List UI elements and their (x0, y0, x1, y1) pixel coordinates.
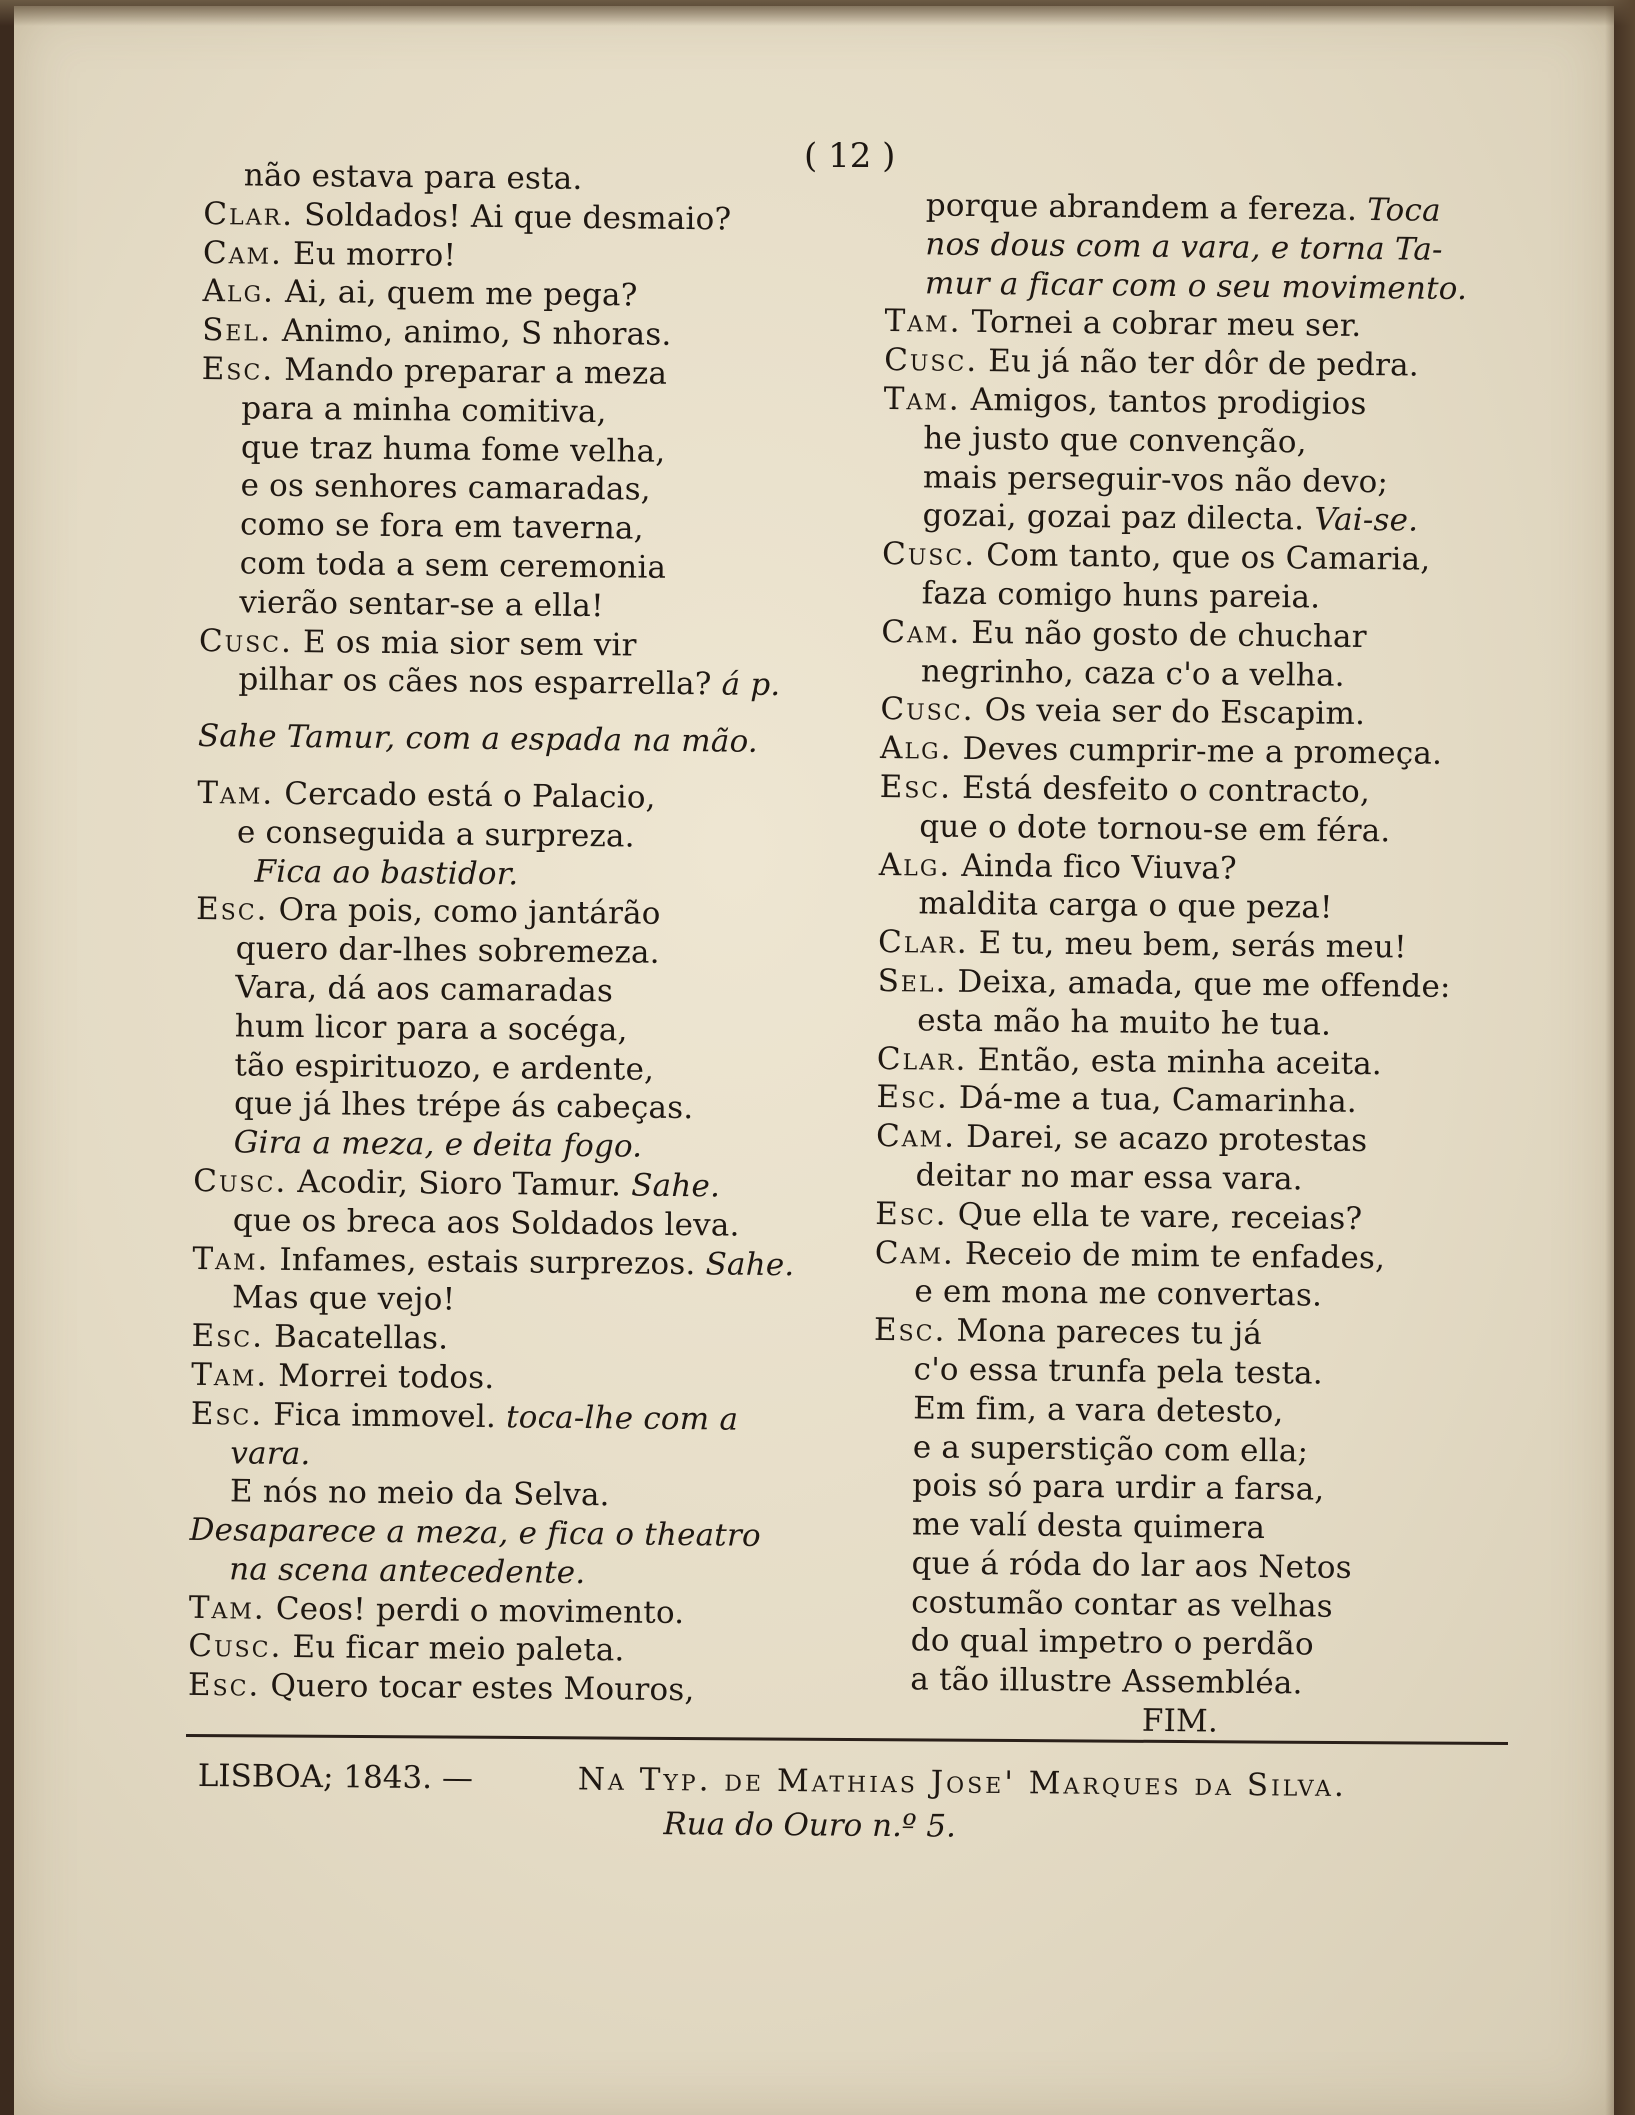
verse-line (204, 156, 854, 202)
verse-line (870, 1699, 1490, 1744)
verse-line (200, 466, 850, 512)
right-column (870, 186, 1506, 1744)
verse-text: Mando preparar a meza (284, 351, 668, 392)
verse-line (190, 1472, 840, 1518)
speaker-label: Cusc. (880, 691, 975, 729)
verse-text: Ceos! perdi o movimento. (275, 1590, 685, 1631)
verse-text: Infames, estais surprezos. (279, 1241, 696, 1282)
verse-text: como se fora em taverna, (239, 506, 644, 547)
verse-text: e a superstição com ella; (912, 1428, 1309, 1469)
speaker-label: Alg. (878, 846, 952, 884)
verse-text: Darei, se acazo protestas (965, 1119, 1368, 1160)
verse-text: do qual impetro o perdão (910, 1622, 1314, 1664)
speaker-label: Alg. (879, 730, 953, 767)
verse-line (191, 1395, 841, 1441)
verse-text: Eu não gosto de chuchar (971, 614, 1367, 655)
verse-line (884, 341, 1504, 386)
verse-text: pois só para urdir a farsa, (912, 1467, 1325, 1508)
verse-line (202, 272, 852, 318)
verse-line (193, 1162, 843, 1208)
speaker-label: Cam. (881, 613, 962, 651)
verse-line (199, 622, 849, 668)
verse-line (875, 1156, 1495, 1201)
verse-line (199, 583, 849, 629)
speaker-label: Esc. (873, 1312, 947, 1349)
verse-text: faza comigo huns pareia. (921, 575, 1321, 616)
verse-line (196, 890, 846, 936)
speaker-label: Esc. (876, 1079, 950, 1117)
verse-text: esta mão ha muito he tua. (917, 1002, 1332, 1043)
verse-line (871, 1621, 1491, 1666)
speaker-label: Clar. (877, 924, 969, 962)
verse-text: hum licor para a socéga, (234, 1008, 628, 1049)
verse-line (873, 1350, 1493, 1395)
speaker-label: Esc. (195, 891, 269, 929)
verse-line (193, 1201, 843, 1247)
verse-text: Mas que vejo! (231, 1279, 456, 1319)
verse-line (876, 1078, 1496, 1123)
verse-line (195, 929, 845, 975)
verse-text: e conseguida a surpreza. (236, 814, 635, 855)
verse-line (873, 1427, 1493, 1472)
verse-line (189, 1589, 839, 1635)
verse-text: Quero tocar estes Mouros, (270, 1668, 695, 1709)
speaker-label: Tam. (192, 1240, 270, 1278)
verse-line (874, 1311, 1494, 1356)
stage-direction: Sahe. (705, 1245, 795, 1283)
verse-text: Que ella te vare, receias? (957, 1196, 1363, 1237)
verse-text: negrinho, caza c'o a velha. (920, 652, 1346, 694)
verse-line (192, 1278, 842, 1324)
speaker-label: Cusc. (188, 1628, 283, 1666)
verse-text: Bacatellas. (273, 1318, 449, 1357)
verse-text: não estava para esta. (243, 157, 583, 197)
stage-direction: Fica ao bastidor. (254, 853, 519, 892)
verse-line (197, 774, 847, 820)
speaker-label: Alg. (202, 273, 276, 311)
stage-direction: Toca (1367, 192, 1441, 229)
verse-line (873, 1389, 1493, 1434)
verse-line (875, 1195, 1495, 1240)
verse-line (874, 1272, 1494, 1317)
speaker-label: Esc. (875, 1195, 948, 1233)
verse-text: Os veia ser do Escapim. (984, 692, 1366, 733)
verse-text: E os mia sior sem vir (302, 623, 637, 664)
verse-line (188, 1666, 838, 1712)
verse-text: Vara, dá aos camaradas (235, 969, 614, 1010)
verse-line (201, 428, 851, 474)
stage-direction: Desaparece a meza, e fica o theatro (189, 1512, 762, 1554)
verse-text: deitar no mar essa vara. (915, 1157, 1304, 1198)
verse-text: Ora pois, como jantárão (278, 892, 661, 933)
verse-line (200, 505, 850, 551)
verse-text: Ainda fico Viuva? (961, 847, 1238, 887)
verse-text: Morrei todos. (278, 1357, 495, 1397)
verse-text: a tão illustre Assembléa. (910, 1661, 1303, 1702)
verse-text: he justo que convenção, (923, 420, 1307, 461)
verse-text: gozai, gozai paz dilecta. (922, 497, 1305, 538)
stage-direction: nos dous com a vara, e torna Ta- (925, 226, 1443, 268)
verse-line (881, 613, 1501, 658)
verse-text: Mona pareces tu já (956, 1312, 1263, 1353)
verse-line (203, 234, 853, 280)
speaker-label: Cusc. (883, 342, 979, 380)
imprint (197, 1754, 1528, 1854)
verse-text: Eu morro! (292, 235, 457, 274)
verse-text: c'o essa trunfa pela testa. (913, 1351, 1324, 1392)
verse-line (200, 544, 850, 590)
verse-text: que os breca aos Soldados leva. (232, 1202, 740, 1244)
verse-line (202, 311, 852, 357)
speaker-label: Cam. (874, 1234, 956, 1272)
speaker-label: Sel. (201, 312, 273, 349)
verse-text: que traz huma fome velha, (240, 428, 666, 470)
verse-text: Deixa, amada, que me offende: (957, 963, 1451, 1005)
verse-line (878, 923, 1498, 968)
verse-line (197, 813, 847, 859)
verse-text: Então, esta minha aceita. (977, 1041, 1383, 1082)
verse-line (884, 302, 1504, 347)
speaker-label: Esc. (190, 1395, 264, 1433)
verse-text: tão espirituozo, e ardente, (234, 1046, 655, 1088)
verse-text: e em mona me convertas. (914, 1273, 1323, 1314)
verse-line (870, 1660, 1490, 1705)
stage-direction: na scena antecedente. (229, 1551, 586, 1591)
verse-text: com toda a sem ceremonia (239, 545, 667, 586)
verse-line (203, 195, 853, 241)
verse-line (877, 962, 1497, 1007)
verse-line (872, 1466, 1492, 1511)
speaker-label: Tam. (188, 1589, 266, 1627)
verse-line (194, 1084, 844, 1130)
verse-line (201, 389, 851, 435)
stage-direction: Sahe Tamur, com a espada na mão. (197, 718, 759, 760)
verse-line (876, 1117, 1496, 1162)
verse-text: que o dote tornou-se em féra. (919, 808, 1391, 850)
verse-text: Tornei a cobrar meu ser. (971, 304, 1362, 345)
verse-text: que á róda do lar aos Netos (911, 1545, 1352, 1586)
speaker-label: Cusc. (198, 622, 294, 660)
verse-line (886, 186, 1506, 231)
verse-line (882, 535, 1502, 580)
imprint-address: Rua do Ouro n.º 5. (663, 1806, 957, 1845)
stage-direction: Vai-se. (1314, 501, 1419, 539)
verse-line (189, 1550, 839, 1596)
verse-line (192, 1239, 842, 1285)
verse-line (194, 1045, 844, 1091)
stage-direction: toca-lhe com a (505, 1398, 739, 1438)
verse-line (193, 1123, 843, 1169)
verse-line (883, 458, 1503, 503)
left-column (188, 156, 854, 1712)
verse-line (881, 652, 1501, 697)
verse-line (879, 846, 1499, 891)
verse-line (879, 807, 1499, 852)
verse-line (195, 968, 845, 1014)
verse-text: Amigos, tantos prodigios (970, 381, 1367, 423)
verse-text: Com tanto, que os Camaria, (986, 537, 1431, 578)
verse-line (878, 884, 1498, 929)
verse-text: FIM. (1141, 1702, 1219, 1740)
verse-text: porque abrandem a fereza. (925, 187, 1358, 228)
verse-text: pilhar os cães nos esparrella? (238, 661, 712, 703)
imprint-place-date: LISBOA; 1843. — (197, 1757, 474, 1797)
speaker-label: Cusc. (881, 536, 977, 574)
speaker-label: Tam. (883, 380, 961, 418)
verse-text: mais perseguir-vos não devo; (922, 458, 1389, 500)
speaker-label: Tam. (191, 1356, 269, 1394)
speaker-label: Clar. (203, 195, 295, 233)
verse-line (202, 350, 852, 396)
verse-line (882, 496, 1502, 541)
verse-text: maldita carga o que peza! (918, 885, 1333, 927)
imprint-printer: Na Typ. de Mathias Jose' Marques da Silva. (577, 1761, 1348, 1805)
verse-text: costumão contar as velhas (910, 1584, 1334, 1625)
verse-text: Eu já não ter dôr de pedra. (988, 343, 1420, 384)
stage-direction: mur a ficar com o seu movimento. (924, 265, 1468, 307)
verse-text: Está desfeito o contracto, (961, 769, 1371, 811)
speaker-label: Cusc. (193, 1162, 288, 1200)
verse-text: para a minha comitiva, (241, 390, 607, 431)
stage-direction: vara. (230, 1434, 311, 1472)
verse-line (191, 1356, 841, 1402)
verse-line (198, 717, 848, 763)
verse-line (871, 1544, 1491, 1589)
verse-line (875, 1233, 1495, 1278)
book-page (14, 6, 1614, 2115)
verse-text: Dá-me a tua, Camarinha. (958, 1080, 1358, 1121)
verse-line (189, 1511, 839, 1557)
verse-text: Cercado está o Palacio, (284, 775, 656, 816)
verse-line (871, 1583, 1491, 1628)
verse-line (195, 1007, 845, 1053)
verse-text: Receio de mim te enfades, (964, 1235, 1386, 1276)
verse-text: que já lhes trépe ás cabeças. (233, 1085, 694, 1127)
verse-text: vierão sentar-se a ella! (239, 584, 604, 624)
stage-direction: Gira a meza, e deita fogo. (233, 1124, 643, 1165)
verse-line (190, 1433, 840, 1479)
verse-text: Em fim, a vara detesto, (913, 1390, 1284, 1430)
verse-text: Animo, animo, S nhoras. (281, 313, 672, 354)
stage-direction: á p. (721, 666, 781, 704)
page-top-edge (0, 0, 1635, 26)
speaker-label: Sel. (877, 962, 948, 1000)
verse-text: Deves cumprir-me a promeça. (962, 730, 1443, 773)
speaker-label: Esc. (191, 1318, 265, 1355)
verse-text: e os senhores camaradas, (240, 467, 652, 509)
stage-direction: Sahe. (631, 1167, 721, 1205)
verse-line (883, 419, 1503, 464)
verse-line (884, 380, 1504, 425)
verse-line (879, 768, 1499, 813)
speaker-label: Clar. (876, 1040, 968, 1078)
speaker-label: Tam. (197, 774, 275, 812)
verse-line (872, 1505, 1492, 1550)
verse-line (885, 225, 1505, 270)
page-number: ( 12 ) (804, 136, 896, 176)
verse-line (880, 690, 1500, 735)
verse-line (188, 1627, 838, 1673)
verse-line (877, 1039, 1497, 1084)
speaker-label: Cam. (875, 1118, 957, 1155)
verse-line (877, 1001, 1497, 1046)
speaker-label: Tam. (884, 303, 962, 341)
verse-text: Soldados! Ai que desmaio? (303, 196, 732, 238)
verse-line (191, 1317, 841, 1363)
verse-text: Ai, ai, quem me pega? (284, 274, 638, 314)
verse-text: Fica immovel. (273, 1396, 497, 1435)
speaker-label: Cam. (202, 234, 284, 272)
verse-line (885, 264, 1505, 309)
verse-line (880, 729, 1500, 774)
verse-text: E nós no meio da Selva. (229, 1473, 610, 1514)
verse-text: Eu ficar meio paleta. (292, 1629, 625, 1669)
speaker-label: Esc. (879, 768, 953, 806)
verse-line (198, 660, 848, 706)
verse-line (196, 852, 846, 898)
speaker-label: Esc. (187, 1667, 261, 1704)
speaker-label: Esc. (201, 350, 275, 388)
verse-text: Acodir, Sioro Tamur. (297, 1163, 622, 1204)
verse-text: me valí desta quimera (911, 1506, 1266, 1547)
page-right-edge (1605, 0, 1635, 2115)
verse-text: quero dar-lhes sobremeza. (235, 930, 660, 971)
verse-line (882, 574, 1502, 619)
verse-text: E tu, meu bem, serás meu! (978, 925, 1407, 966)
